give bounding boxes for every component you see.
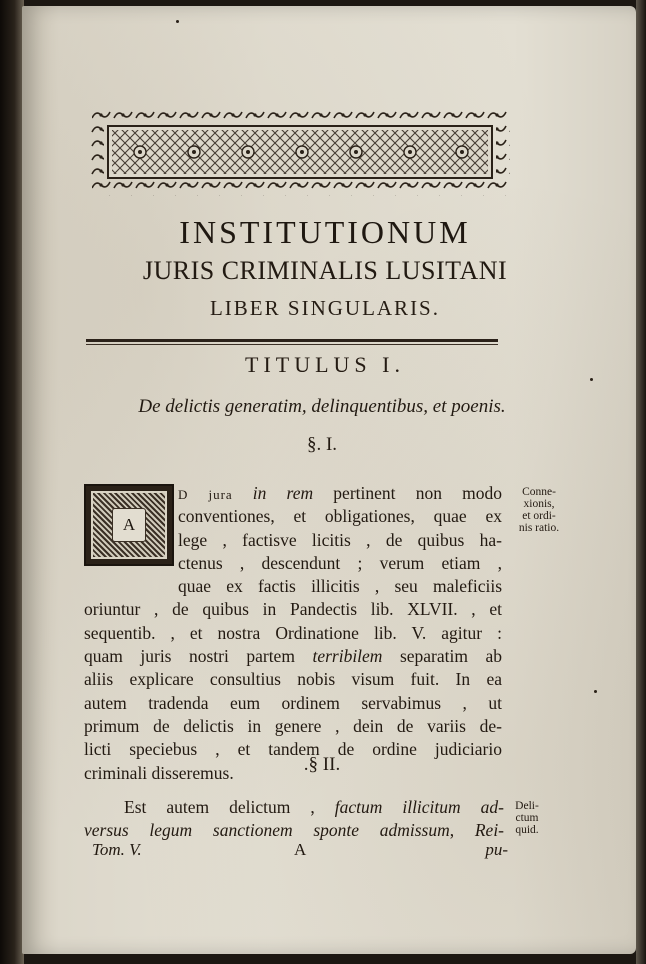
paragraph-line: primum de delictis in genere , dein de variis de- bbox=[84, 715, 502, 736]
headpiece-ornament-icon bbox=[90, 108, 510, 196]
margin-note-line: Conne- bbox=[522, 486, 556, 498]
dropcap-letter: A bbox=[112, 508, 146, 542]
paragraph-line: lege , factisve licitis , de quibus ha- bbox=[178, 529, 502, 550]
margin-note-line: nis ratio. bbox=[518, 522, 560, 534]
paragraph-line: conventiones, et obligationes, quae ex bbox=[178, 506, 502, 527]
paragraph-line: quam juris nostri partem terribilem separatim ab bbox=[84, 646, 502, 667]
paragraph-line: sequentib. , et nostra Ordinatione lib. V. agitur : bbox=[84, 622, 502, 643]
ink-speck bbox=[590, 378, 593, 381]
title-rule-thick bbox=[86, 339, 498, 342]
margin-note-line: xionis, bbox=[523, 498, 555, 510]
section-1-paragraph bbox=[84, 482, 502, 785]
page-footer bbox=[84, 840, 508, 864]
book-page bbox=[22, 6, 636, 954]
ink-speck bbox=[176, 20, 179, 23]
paragraph-line: licti speciebus , et tandem de ordine judiciario bbox=[84, 739, 502, 760]
margin-note-line: quid. bbox=[515, 824, 539, 836]
paragraph-line: Est autem delictum , factum illicitum ad- bbox=[124, 797, 504, 817]
book-gutter bbox=[0, 0, 24, 964]
paragraph-line: autem tradenda eum ordinem servabimus , ut bbox=[84, 692, 502, 713]
paragraph-line: D jura in rem pertinent non modo bbox=[178, 483, 502, 503]
volume-mark: Tom. V. bbox=[92, 840, 142, 859]
titulus-heading: TITULUS I. bbox=[245, 352, 405, 377]
title-line-2: JURIS CRIMINALIS LUSITANI bbox=[142, 256, 508, 285]
margin-note-line: ctum bbox=[515, 812, 539, 824]
paragraph-line: ctenus , descendunt ; verum etiam , bbox=[178, 552, 502, 573]
book-edge bbox=[636, 0, 646, 964]
section-1-heading: §. I. bbox=[306, 434, 338, 455]
paragraph-line: oriuntur , de quibus in Pandectis lib. XLVII. , et bbox=[84, 599, 502, 620]
paragraph-line: quae ex factis illicitis , seu maleficiis bbox=[178, 576, 502, 597]
section-2-heading: .§ II. bbox=[303, 754, 341, 775]
catchword: pu- bbox=[485, 840, 508, 859]
paragraph-line: versus legum sanctionem sponte admissum, Rei- bbox=[84, 820, 505, 841]
signature-mark: A bbox=[294, 840, 307, 859]
title-line-1: INSTITUTIONUM bbox=[179, 214, 471, 250]
section-2-paragraph bbox=[84, 796, 504, 843]
paragraph-line: aliis explicare consultius nobis visum fuit. In ea bbox=[84, 669, 502, 690]
paragraph-line: criminali disseremus. bbox=[84, 762, 234, 783]
margin-note-section-2 bbox=[504, 800, 550, 836]
titulus-subtitle: De delictis generatim, delinquentibus, et poenis. bbox=[138, 396, 506, 417]
margin-note-line: Deli- bbox=[515, 800, 539, 812]
margin-note-line: et ordi- bbox=[522, 510, 556, 522]
title-rule-thin bbox=[86, 344, 498, 345]
margin-note-section-1 bbox=[508, 486, 570, 534]
title-line-3: LIBER SINGULARIS. bbox=[209, 296, 440, 320]
ink-speck bbox=[594, 690, 597, 693]
